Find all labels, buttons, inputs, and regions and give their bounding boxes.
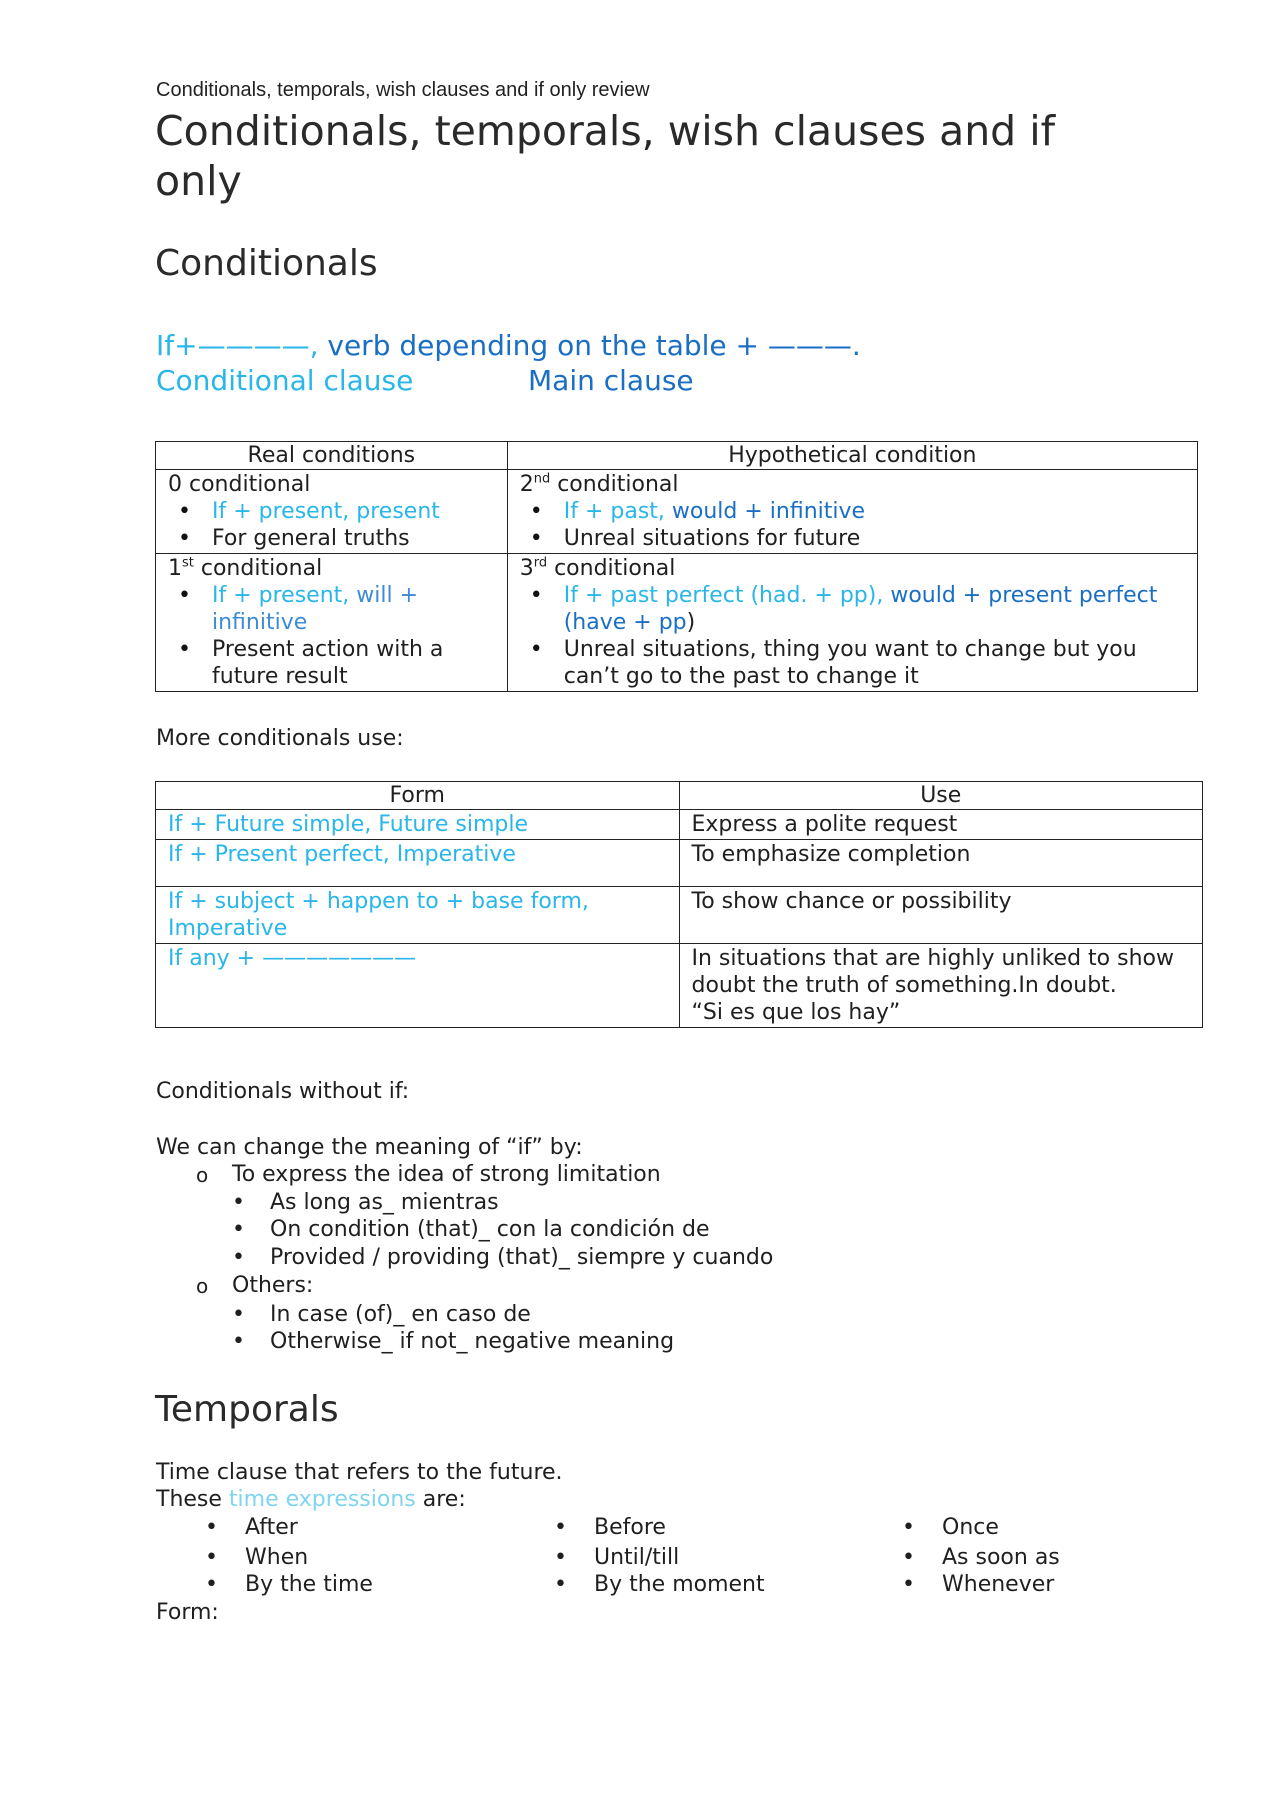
zero-form: • If + present, present [212,498,495,525]
header-real-conditions: Real conditions [156,442,508,470]
cell-zero-conditional: 0 conditional • If + present, present • For general truths [156,470,508,554]
document-page: Conditionals, temporals, wish clauses and if only review Conditionals, temporals, wish clauses and if only Conditionals If+————, verb depending on the table + ———. Conditional clause Main clause Real conditions Hypothetical condition 0 conditional • If + present, present • For general truths 2nd conditional • If + past, would + infinitive • Unreal situations for future 1st conditional • If + present, will + infinitive • Present action with a future result 3rd conditional • If + past perfect (had. + pp), would + present perfect (have + pp) • Unreal situations, thing you want to change but you can’t go to the past to change it More conditionals use: Form Use If + Future simple, Future simple Express a polite request If + Present perfect, Imperative To emphasize completion If + subject + happen to + base form, Imperative To show chance or possibility If any + ——————— In situations that are highly unliked to show doubt the truth of something.In doubt. “Si es que los hay” Conditionals without if: We can change the meaning of “if” by: o To express the idea of strong limitation • As long as_ mientras • On condition (that)_ con la condición de • Provided / providing (that)_ siempre y cuando o Others: • In case (of)_ en caso de • Otherwise_ if not_ negative meaning Temporals Time clause that refers to the future. These time expressions are: • After • When • By the time • Before • Until/till • By the moment • Once • As soon as • Whenever Form: [0,0,1280,1811]
label-main-clause: Main clause [528,364,694,397]
third-form: • If + past perfect (had. + pp), would + present perfect (have + pp) [564,582,1185,636]
cell-third-conditional: 3rd conditional • If + past perfect (had. + pp), would + present perfect (have + pp) • Unreal situations, thing you want to change but you can’t go to the past to change it [507,554,1197,692]
header-form: Form [156,782,680,810]
header-use: Use [679,782,1203,810]
heading-conditionals: Conditionals [155,243,378,284]
table-row: If + Future simple, Future simple Express a polite request [156,810,1203,840]
table-row: If + Present perfect, Imperative To emphasize completion [156,840,1203,887]
first-form: • If + present, will + infinitive [212,582,495,636]
form-label: Form: [156,1600,219,1625]
others-label: Others: [232,1273,314,1298]
table-row: If + subject + happen to + base form, Imperative To show chance or possibility [156,887,1203,944]
more-conditionals-table [155,781,1203,1028]
zero-use: • For general truths [212,525,495,552]
formula-main-part: verb depending on the table + ———. [318,329,861,362]
more-conditionals-label: More conditionals use: [156,726,404,751]
cell-second-conditional: 2nd conditional • If + past, would + infinitive • Unreal situations for future [507,470,1197,554]
third-use: • Unreal situations, thing you want to change but you can’t go to the past to change it [564,636,1185,690]
heading-temporals: Temporals [155,1389,339,1430]
circle-bullet: o [196,1274,209,1298]
first-use: • Present action with a future result [212,636,495,690]
time-expressions-line: These time expressions are: [156,1487,466,1512]
formula-if-part: If+————, [156,329,319,362]
change-meaning-intro: We can change the meaning of “if” by: [156,1135,583,1160]
circle-bullet: o [196,1163,209,1187]
cell-first-conditional: 1st conditional • If + present, will + infinitive • Present action with a future result [156,554,508,692]
second-form: • If + past, would + infinitive [564,498,1185,525]
label-conditional-clause: Conditional clause [156,364,414,397]
document-title: Conditionals, temporals, wish clauses and if only [155,107,1056,205]
strong-limitation: To express the idea of strong limitation [232,1162,661,1187]
table-row: If any + ——————— In situations that are highly unliked to show doubt the truth of something.In doubt. “Si es que los hay” [156,944,1203,1028]
conditional-formula [156,329,861,362]
running-header: Conditionals, temporals, wish clauses and if only review [156,79,650,101]
header-hypothetical-condition: Hypothetical condition [507,442,1197,470]
conditionals-without-if: Conditionals without if: [156,1079,410,1104]
conditionals-table [155,441,1198,692]
temporals-intro: Time clause that refers to the future. [156,1460,563,1485]
second-use: • Unreal situations for future [564,525,1185,552]
